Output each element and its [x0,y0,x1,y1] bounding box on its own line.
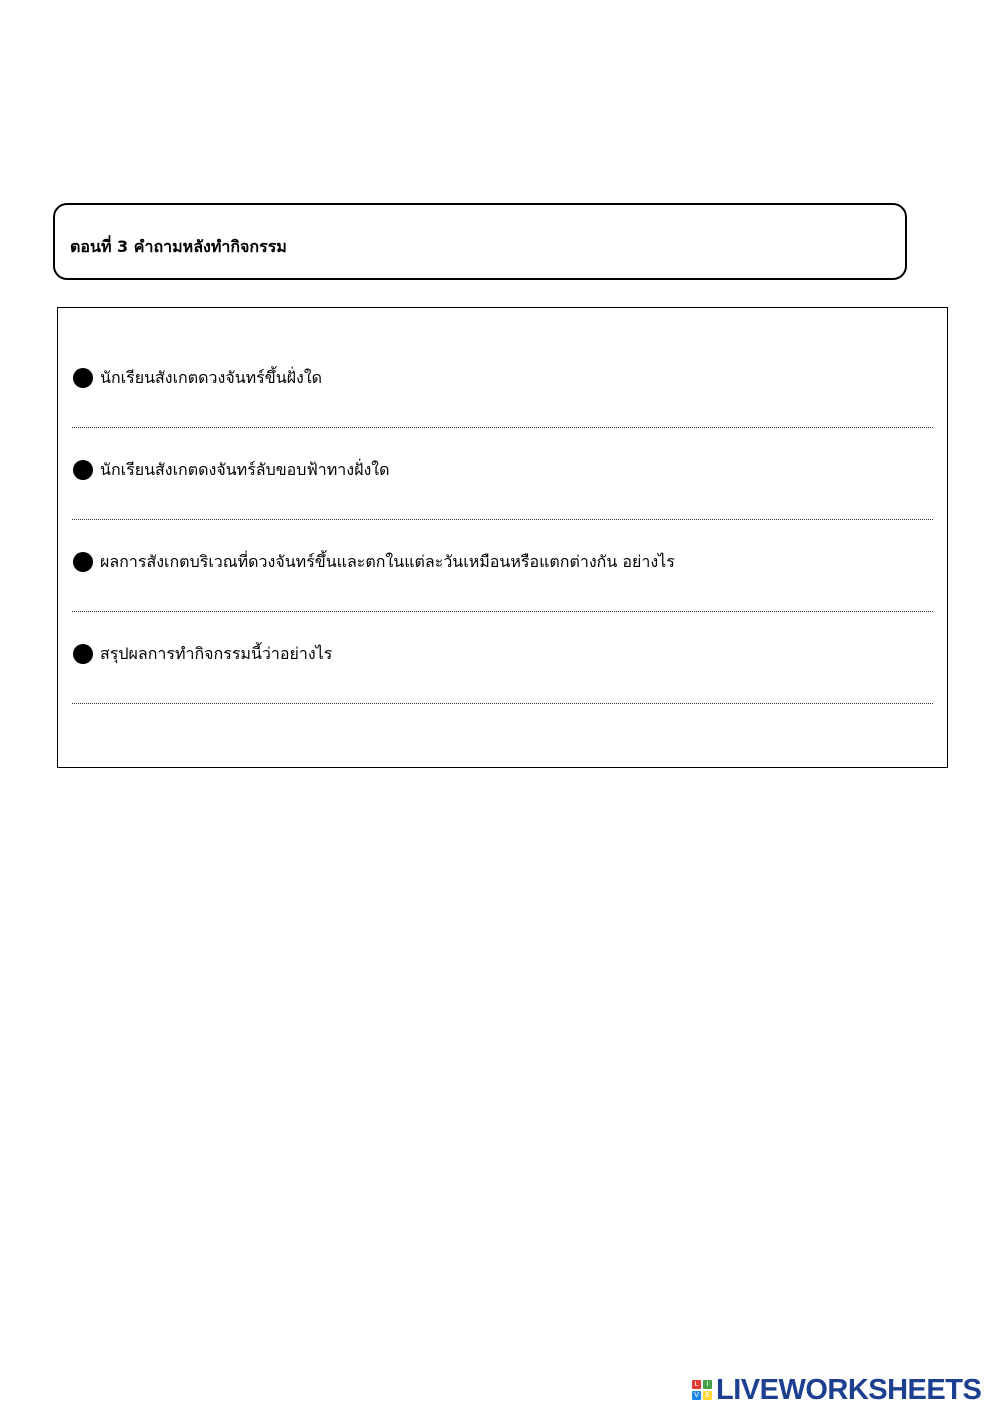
section-title: ตอนที่ 3 คำถามหลังทำกิจกรรม [70,237,287,256]
bullet-icon [73,644,93,664]
question-item [72,368,934,448]
section-title-box [53,203,907,280]
questions-box [57,307,948,768]
liveworksheets-logo [692,1376,981,1404]
logo-mark-tile: E [703,1391,712,1400]
question-text: สรุปผลการทำกิจกรรมนี้ว่าอย่างไร [100,644,333,663]
logo-text: LIVEWORKSHEETS [716,1374,982,1406]
answer-line[interactable] [72,611,933,612]
bullet-icon [73,368,93,388]
logo-mark-tile: V [692,1391,701,1400]
answer-line[interactable] [72,703,933,704]
logo-mark-icon [692,1380,712,1400]
answer-line[interactable] [72,427,933,428]
question-text: นักเรียนสังเกตดวงจันทร์ขึ้นฝั่งใด [100,368,323,387]
question-item [72,552,934,632]
question-item [72,644,934,724]
question-text: ผลการสังเกตบริเวณที่ดวงจันทร์ขึ้นและตกในแต่ละวันเหมือนหรือแตกต่างกัน อย่างไร [100,552,675,571]
answer-line[interactable] [72,519,933,520]
question-item [72,460,934,540]
bullet-icon [73,460,93,480]
logo-mark-tile: L [692,1380,701,1389]
logo-mark-tile: I [703,1380,712,1389]
question-text: นักเรียนสังเกตดงจันทร์ลับขอบฟ้าทางฝั่งใด [100,460,390,479]
bullet-icon [73,552,93,572]
